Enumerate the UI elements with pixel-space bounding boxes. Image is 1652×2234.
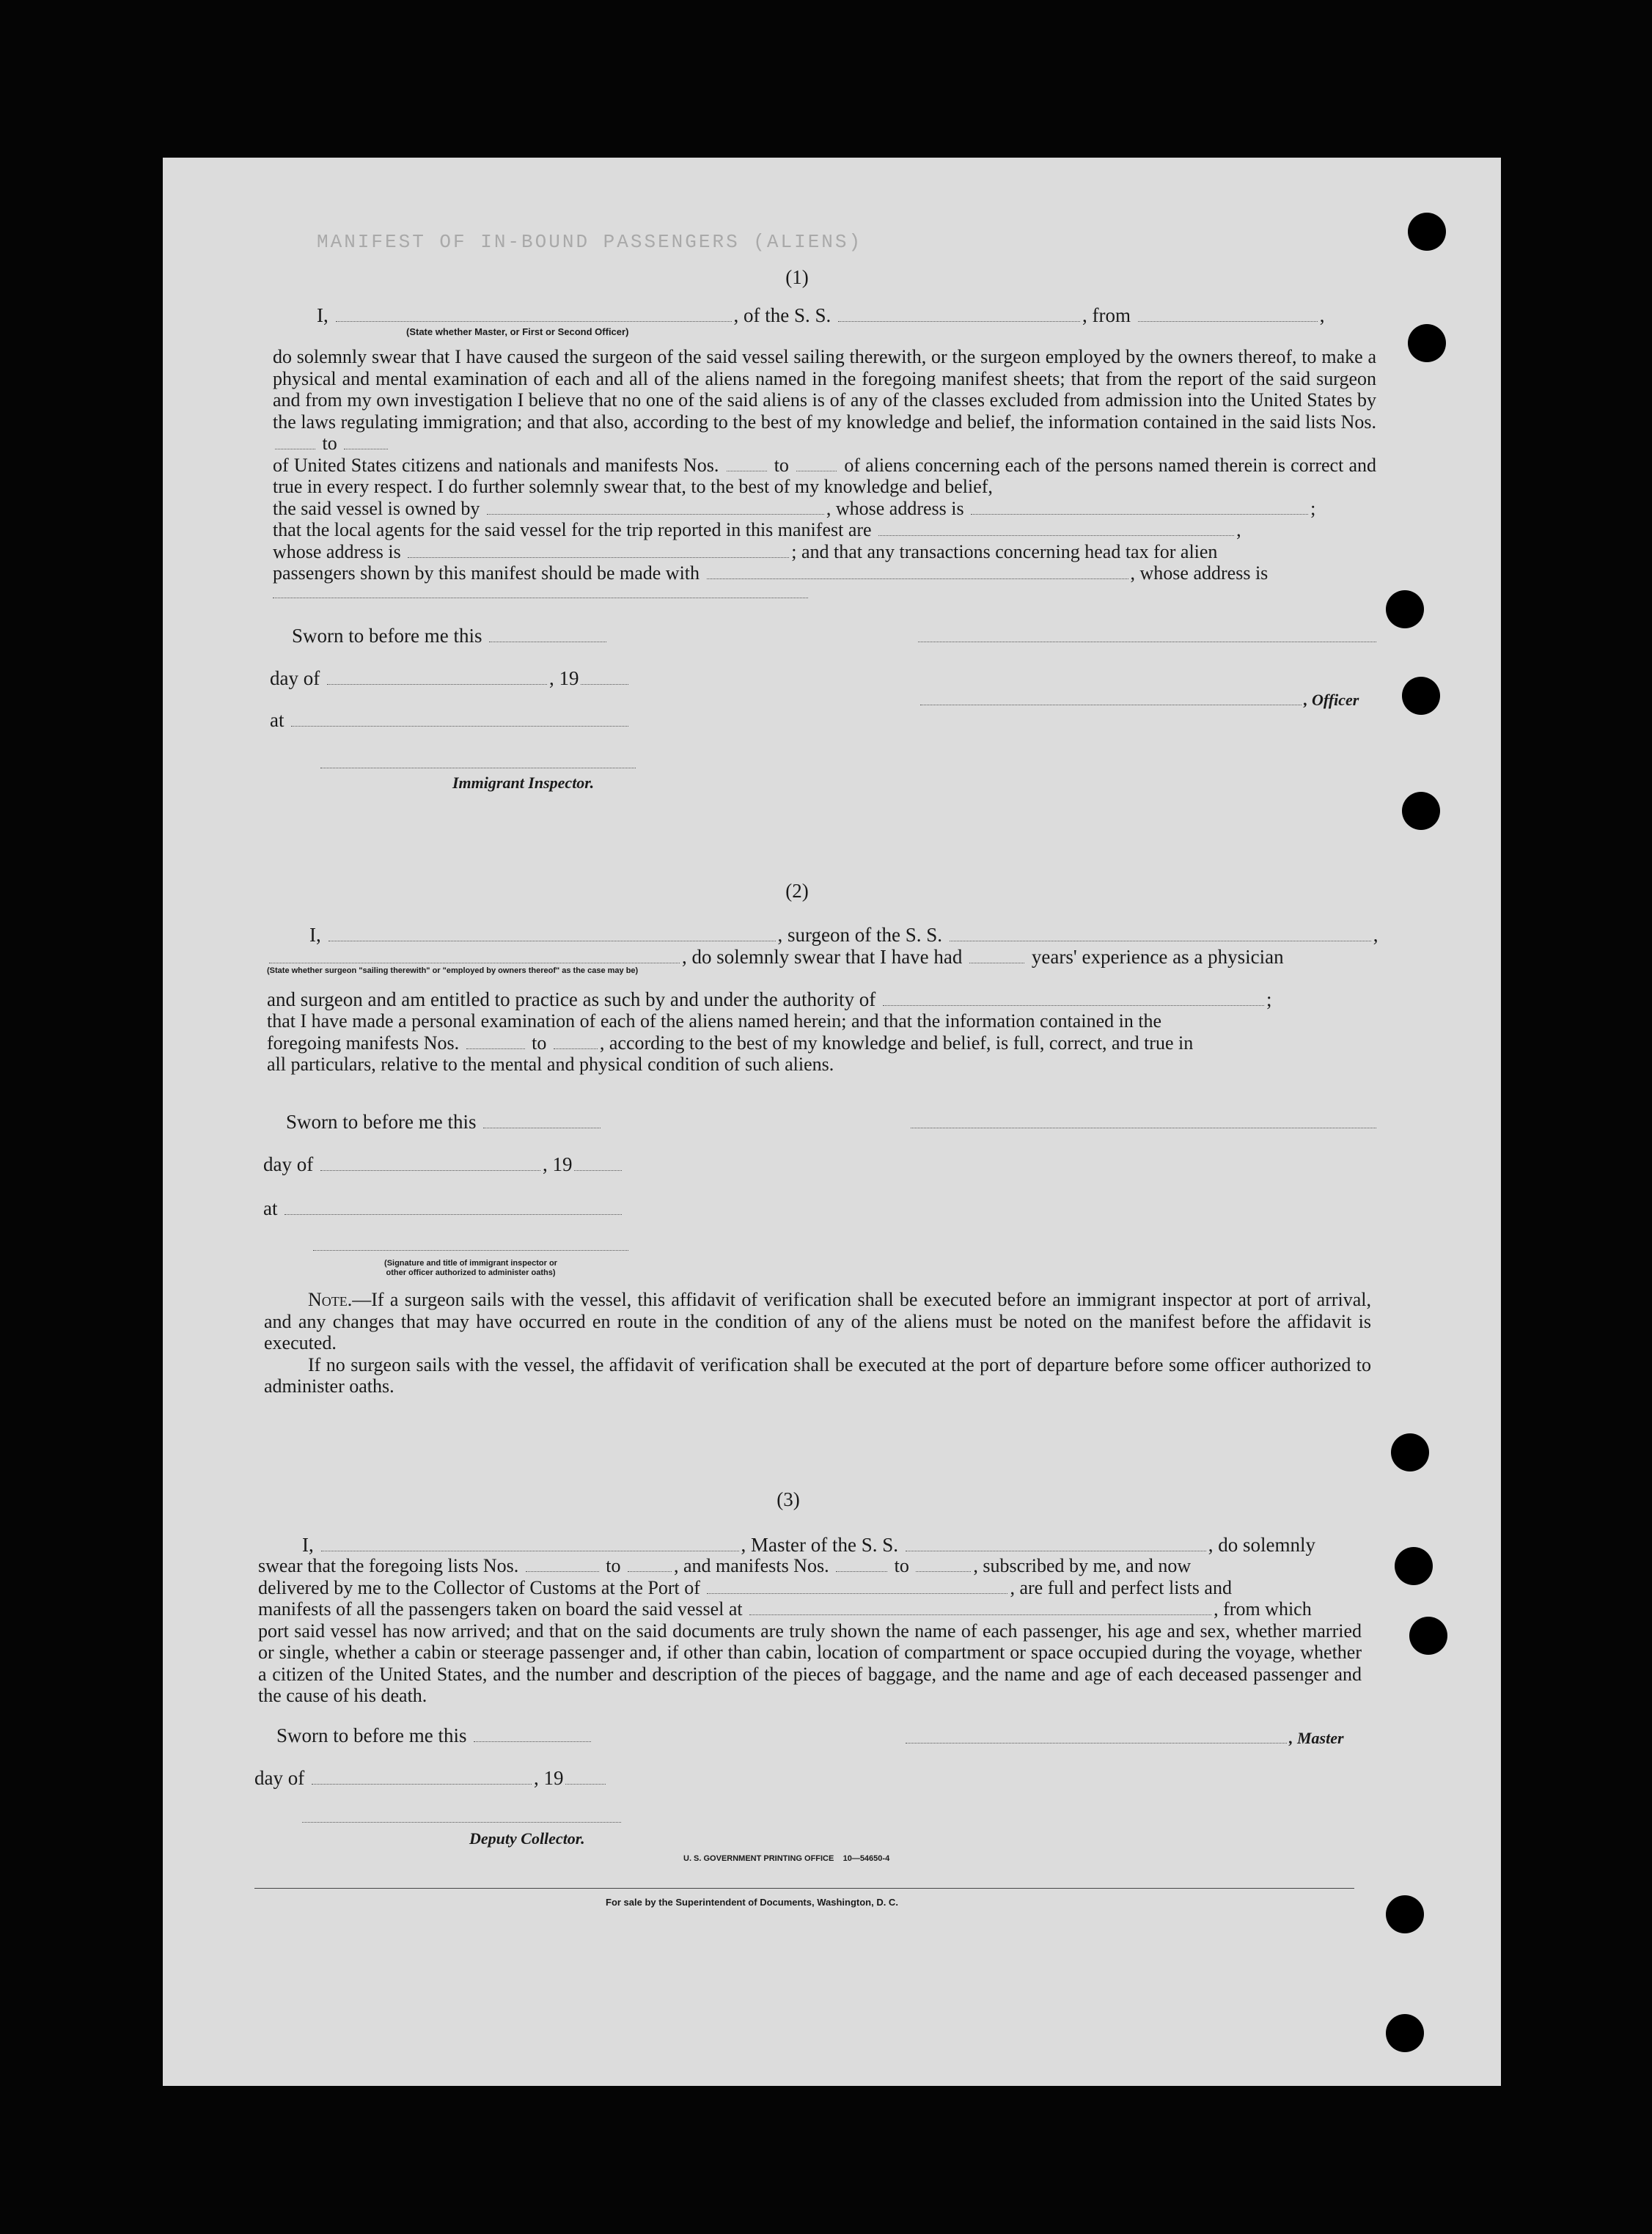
section1-opening-line: I, , of the S. S. , from , bbox=[317, 304, 1325, 326]
s2-signature-note: (Signature and title of immigrant inspector or other officer authorized to administer oaths) bbox=[384, 1259, 557, 1277]
s1-officer-line: , Officer bbox=[918, 688, 1359, 711]
s3-deputy-collector: Deputy Collector. bbox=[469, 1829, 585, 1848]
punch-hole bbox=[1386, 2014, 1424, 2052]
s1-of-aliens: of aliens concerning each of the persons named therein is correct and true in every respect. I do further solemnly swear that, to the best of my knowledge and belief, bbox=[273, 454, 1377, 497]
punch-hole bbox=[1395, 1547, 1433, 1585]
punch-hole bbox=[1386, 1895, 1424, 1933]
s1-local-agents: that the local agents for the said vessel for the trip reported in this manifest are bbox=[273, 519, 872, 540]
punch-hole bbox=[1408, 324, 1446, 362]
s2-at: at bbox=[263, 1197, 624, 1219]
punch-hole bbox=[1386, 590, 1424, 628]
s1-day-of: day of , 19 bbox=[270, 667, 631, 689]
section2-note: Note.—If a surgeon sails with the vessel, this affidavit of verification shall be executed before an immigrant inspector at port of arrival, and any changes that may have occurred en route in the condition of any of the aliens must be noted on the manifest before the affidavit is executed. If no surgeon sails with the vessel, the affidavit of verification shall be executed at the port of departure before some officer authorized to administer oaths. bbox=[264, 1289, 1371, 1397]
punch-hole bbox=[1391, 1433, 1429, 1471]
section1-oath-paragraph: do solemnly swear that I have caused the surgeon of the said vessel sailing therewith, or the surgeon employed by the owners thereof, to make a physical and mental examination of each and all of the aliens named in the foregoing manifest sheets; that from the report of the said surgeon and from my own investigation I believe that no one of the said aliens is of any of the classes excluded from admission into the United States by the laws regulating immigration; and that also, according to the best of my knowledge and belief, the information contained in the said lists Nos. to of United States citizens and nationals and manifests Nos. to of aliens concerning each of the persons named therein is correct and true in every respect. I do further solemnly swear that, to the best of my knowledge and belief, the said vessel is owned by , whose address is ; that the local agents for the said vessel for the trip reported in this manifest are , whose address is ; and that any transactions concerning head tax for alien passengers shown by this manifest should be made with , whose address is bbox=[273, 346, 1377, 584]
s1-at: at bbox=[270, 709, 631, 731]
s1-to-2: to bbox=[774, 454, 789, 476]
section2-paragraph: that I have made a personal examination of each of the aliens named herein; and that the information contained in the foregoing manifests Nos. to , according to the best of my knowledge and belief, is full, correct, and true in all particulars, relative to the mental and physical condition of such aliens. bbox=[267, 1010, 1194, 1075]
punch-hole bbox=[1402, 792, 1440, 830]
s3-master-line: , Master bbox=[903, 1726, 1344, 1749]
s2-sworn: Sworn to before me this bbox=[286, 1111, 603, 1133]
note-label: Note. bbox=[308, 1289, 353, 1310]
section3-paragraph: swear that the foregoing lists Nos. to , and manifests Nos. to , subscribed by me, and now delivered by me to the Collector of Customs at the Port of , are full and perfect lists and manifests of all the passengers taken on board the said vessel at , from which port said vessel has now arrived; and that on the said documents are truly shown the name of each passenger, his age and sex, whether married or single, whether a cabin or steerage passenger and, if other than cabin, location of compartment or space occupied during the voyage, whether a citizen of the United States, and the number and description of the pieces of baggage, and the name and age of each deceased passenger and the cause of his death. bbox=[258, 1555, 1362, 1706]
s2-authority: and surgeon and am entitled to practice as such by and under the authority of ; bbox=[267, 988, 1272, 1010]
s2-state-note: (State whether surgeon "sailing therewith" or "employed by owners thereof" as the case may be) bbox=[267, 966, 639, 975]
s3-sworn: Sworn to before me this bbox=[276, 1724, 593, 1746]
s1-owned-by: the said vessel is owned by bbox=[273, 497, 480, 519]
s1-state-note: (State whether Master, or First or Second Officer) bbox=[406, 326, 629, 337]
s1-head-tax: ; and that any transactions concerning head tax for alien bbox=[791, 540, 1218, 562]
section3-number: (3) bbox=[777, 1488, 800, 1510]
manifest-page bbox=[163, 158, 1501, 2086]
section2-number: (2) bbox=[785, 880, 809, 902]
section1-number: (1) bbox=[785, 266, 809, 288]
s1-sworn: Sworn to before me this bbox=[292, 625, 609, 647]
printing-office: U. S. GOVERNMENT PRINTING OFFICE 10—54650-4 bbox=[683, 1854, 890, 1863]
s2-day-of: day of , 19 bbox=[263, 1153, 624, 1175]
s1-i-label: I, bbox=[317, 304, 328, 326]
s2-line1: I, , surgeon of the S. S. , bbox=[309, 924, 1378, 946]
s1-immigrant-inspector: Immigrant Inspector. bbox=[452, 774, 595, 792]
s1-whose-address-2: whose address is bbox=[273, 540, 401, 562]
s1-of-the-ss: , of the S. S. bbox=[733, 304, 831, 326]
s1-to-1: to bbox=[322, 433, 337, 454]
s2-line2: , do solemnly swear that I have had years' experience as a physician bbox=[267, 946, 1284, 968]
s3-line1: I, , Master of the S. S. , do solemnly bbox=[302, 1534, 1315, 1556]
s1-passengers-shown: passengers shown by this manifest should be made with bbox=[273, 562, 700, 584]
s1-of-us-citizens: of United States citizens and nationals and manifests Nos. bbox=[273, 454, 719, 476]
s1-whose-address-3: , whose address is bbox=[1130, 562, 1269, 584]
s3-day-of: day of , 19 bbox=[254, 1767, 608, 1789]
s1-whose-address-1: , whose address is bbox=[826, 497, 964, 519]
punch-hole bbox=[1402, 677, 1440, 715]
punch-hole bbox=[1409, 1617, 1447, 1655]
s1-p1: do solemnly swear that I have caused the surgeon of the said vessel sailing therewith, or the surgeon employed by the owners thereof, to make a physical and mental examination of each and all of the aliens named in the foregoing manifest sheets; that from the report of the said surgeon and from my own investigation I believe that no one of the said aliens is of any of the classes excluded from admission into the United States by the laws regulating immigration; and that also, according to the best of my knowledge and belief, the information contained in the said lists Nos. bbox=[273, 346, 1376, 433]
background-stamp: MANIFEST OF IN-BOUND PASSENGERS (ALIENS) bbox=[317, 231, 863, 253]
for-sale-note: For sale by the Superintendent of Documents, Washington, D. C. bbox=[606, 1897, 898, 1908]
punch-hole bbox=[1408, 213, 1446, 251]
s1-from: , from bbox=[1082, 304, 1131, 326]
